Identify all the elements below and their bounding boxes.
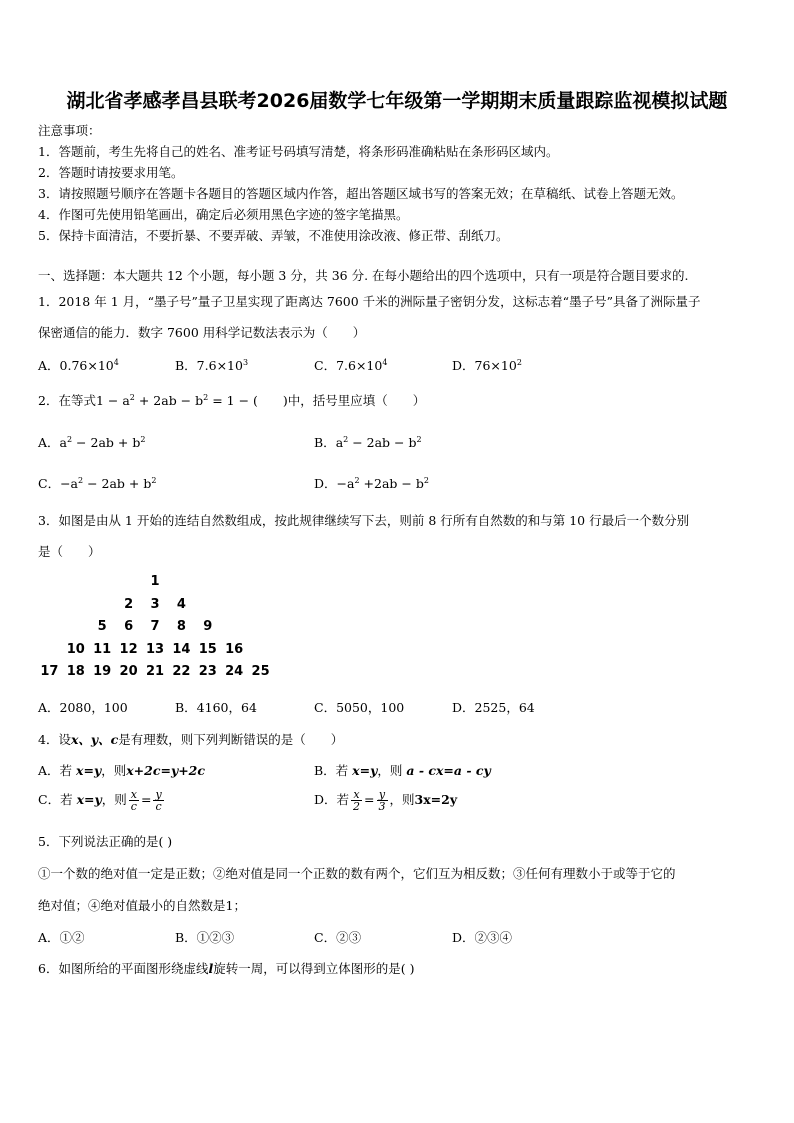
q4-option-c[interactable]: C．若 x=y，则 $\frac{x}{c}$ = $\frac{y}{c}$ <box>38 788 162 813</box>
triangle-number: 18 <box>66 664 85 679</box>
triangle-number: 13 <box>145 641 165 657</box>
triangle-number: 24 <box>225 664 244 679</box>
triangle-number: 11 <box>93 641 112 657</box>
q4-option-b[interactable]: B．若 x=y，则 a - cx=a - cy <box>314 763 491 778</box>
question-3-stem-cont: 是（ ） <box>38 544 101 559</box>
question-3-stem: 3．如图是由从 1 开始的连结自然数组成，按此规律继续写下去，则前 8 行所有自然数的和与第 10 行最后一个数分别 <box>38 513 690 528</box>
triangle-number: 5 <box>97 619 107 634</box>
question-5-statements: ①一个数的绝对值一定是正数；②绝对值是同一个正数的数有两个，它们互为相反数；③任何有理数小于或等于它的 <box>38 866 676 881</box>
notice-item: 3．请按照题号顺序在答题卡各题目的答题区域内作答，超出答题区域书写的答案无效；在草稿纸、试卷上答题无效。 <box>38 186 684 201</box>
notice-header: 注意事项： <box>38 123 101 138</box>
q5-option-d[interactable]: D．②③④ <box>452 930 513 945</box>
triangle-number: 22 <box>172 664 191 679</box>
triangle-number: 6 <box>124 619 134 634</box>
question-1-stem-cont: 保密通信的能力．数字 7600 用科学记数法表示为（ ） <box>38 325 366 340</box>
triangle-number: 7 <box>150 619 160 634</box>
q2-option-b[interactable]: B．$a^2 - 2ab - b^2$ <box>314 434 422 450</box>
triangle-number: 9 <box>203 619 213 634</box>
q4-option-a[interactable]: A．若 x=y，则x+2c=y+2c <box>38 763 205 778</box>
triangle-number: 4 <box>176 596 186 612</box>
question-6-stem: 6．如图所给的平面图形绕虚线l旋转一周，可以得到立体图形的是( ) <box>38 961 415 976</box>
triangle-number: 17 <box>40 664 59 679</box>
triangle-number: 20 <box>119 664 138 679</box>
triangle-number: 12 <box>119 641 138 657</box>
q1-option-d[interactable]: D．$76\times 10^2$ <box>452 357 522 373</box>
q5-option-b[interactable]: B．①②③ <box>175 930 235 945</box>
triangle-number: 25 <box>251 664 270 679</box>
q3-option-a[interactable]: A．2080，100 <box>38 700 128 715</box>
triangle-number: 16 <box>225 641 244 657</box>
triangle-number: 14 <box>172 641 191 657</box>
notice-item: 4．作图可先使用铅笔画出，确定后必须用黑色字迹的签字笔描黑。 <box>38 207 409 222</box>
triangle-number: 2 <box>124 596 134 612</box>
triangle-number: 8 <box>176 619 186 634</box>
q5-option-a[interactable]: A．①② <box>38 930 85 945</box>
question-4-stem: 4．设x、y、c是有理数，则下列判断错误的是（ ） <box>38 732 344 747</box>
q3-option-d[interactable]: D．2525，64 <box>452 700 535 715</box>
q1-option-b[interactable]: B．$7.6\times 10^3$ <box>175 357 249 373</box>
q1-option-a[interactable]: A．$0.76\times 10^4$ <box>38 357 119 373</box>
q1-option-c[interactable]: C．$7.6\times 10^4$ <box>314 357 388 373</box>
triangle-number: 15 <box>198 641 217 657</box>
triangle-number: 21 <box>145 664 165 679</box>
notice-item: 2．答题时请按要求用笔。 <box>38 165 184 180</box>
q2-option-d[interactable]: D．$-a^2 +2ab - b^2$ <box>314 475 429 491</box>
q5-option-c[interactable]: C．②③ <box>314 930 362 945</box>
triangle-number: 19 <box>93 664 112 679</box>
notice-item: 1．答题前，考生先将自己的姓名、准考证号码填写清楚，将条形码准确粘贴在条形码区域内。 <box>38 144 559 159</box>
section-heading: 一、选择题：本大题共 12 个小题，每小题 3 分，共 36 分. 在每小题给出的四个选项中，只有一项是符合题目要求的. <box>38 268 689 283</box>
q2-option-c[interactable]: C．$-a^2 - 2ab + b^2$ <box>38 475 157 491</box>
triangle-number: 1 <box>150 574 160 589</box>
triangle-number: 10 <box>66 641 85 657</box>
triangle-number: 23 <box>198 664 217 679</box>
notice-item: 5．保持卡面清洁，不要折暴、不要弄破、弄皱，不准使用涂改液、修正带、刮纸刀。 <box>38 228 509 243</box>
question-5-statements-cont: 绝对值；④绝对值最小的自然数是1； <box>38 898 246 913</box>
question-5-stem: 5．下列说法正确的是( ) <box>38 834 173 849</box>
q3-option-b[interactable]: B．4160，64 <box>175 700 257 715</box>
page-title: 湖北省孝感孝昌县联考2026届数学七年级第一学期期末质量跟踪监视模拟试题 <box>66 90 728 112</box>
question-2-stem: 2．在等式$1 - a^2 + 2ab - b^2 = 1$ − ( )中，括号里应填（ ） <box>38 392 426 408</box>
triangle-number: 3 <box>150 596 160 612</box>
q3-option-c[interactable]: C．5050，100 <box>314 700 405 715</box>
q4-option-d[interactable]: D．若 $\frac{x}{2}$ = $\frac{y}{3}$ ，则3x=2y <box>314 788 458 813</box>
question-1-stem: 1．2018 年 1 月，“墨子号”量子卫星实现了距离达 7600 千米的洲际量子密钥分发，这标志着“墨子号”具备了洲际量子 <box>38 294 701 309</box>
q2-option-a[interactable]: A．$a^2 - 2ab + b^2$ <box>38 434 146 450</box>
